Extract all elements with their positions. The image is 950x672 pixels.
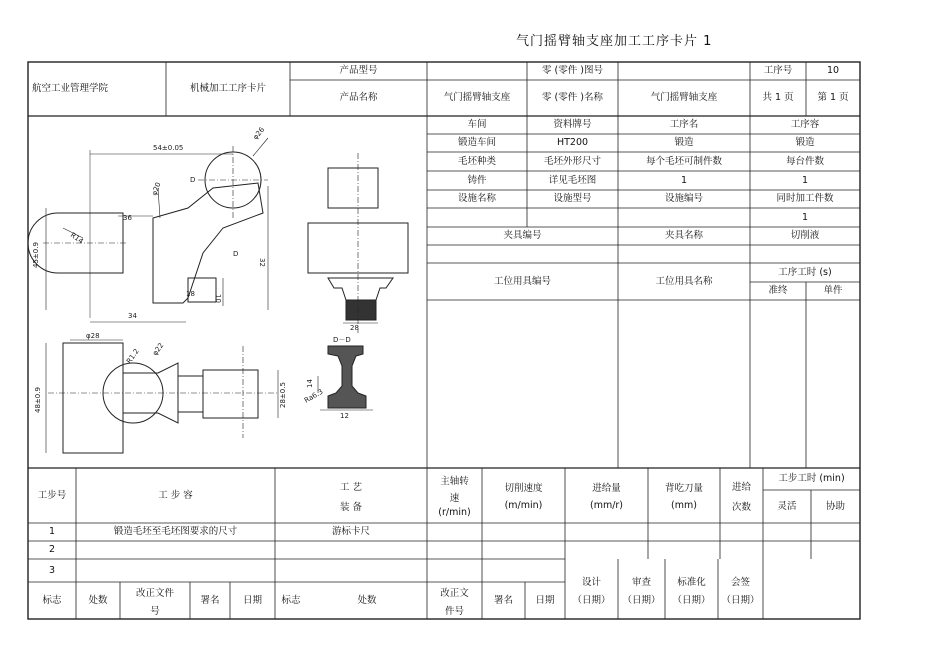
dim-28: 28±0.5 [279, 382, 287, 408]
prep-time-label: 准终 [768, 285, 788, 297]
dim-ra: Ra6.3 [303, 387, 325, 405]
simul-count: 1 [801, 211, 809, 223]
assist-time-header: 协助 [825, 500, 845, 512]
equip-no-label: 设施编号 [664, 193, 703, 205]
footer-std-line1: 标准化 [677, 577, 706, 588]
footer-sign-2: 署名 [493, 594, 513, 606]
footer-change-doc [120, 582, 190, 619]
op-no: 10 [826, 65, 840, 77]
depth-header [648, 468, 720, 523]
dim-54: 54±0.05 [153, 144, 184, 152]
spindle-line2: 速 [449, 493, 460, 504]
part-name: 气门摇臂轴支座 [650, 92, 718, 104]
workshop: 锻造车间 [457, 137, 496, 149]
school-name: 航空工业管理学院 [32, 83, 109, 95]
footer-change-doc-line2: 号 [150, 605, 160, 617]
fixture-name-label: 夹具名称 [664, 230, 703, 242]
part-name-label: 零 (零件 )名称 [542, 92, 603, 104]
footer-sign: 署名 [200, 594, 220, 606]
footer-sign-off-line1: 会签 [730, 577, 750, 588]
spindle-line1: 主轴转 [440, 476, 469, 487]
step-content-header: 工 步 容 [158, 489, 193, 501]
footer-std-line2: （日期） [672, 595, 711, 606]
dim-phi20: φ20 [150, 181, 163, 197]
dim-32: 32 [258, 258, 266, 267]
footer-count: 处数 [88, 594, 108, 606]
product-name-label: 产品名称 [339, 92, 378, 104]
dim-48: 48±0.9 [34, 387, 42, 413]
bottom-cylinder [203, 370, 258, 418]
station-tool-no-label: 工位用具编号 [493, 275, 551, 287]
step-1-no: 1 [48, 526, 56, 538]
step-3-no: 3 [48, 564, 56, 576]
footer-review-line2: （日期） [622, 595, 661, 606]
op-name-label: 工序名 [669, 119, 699, 131]
dim-r14: R14 [68, 231, 85, 246]
process-equip-line1: 工 艺 [339, 481, 363, 493]
page-number: 第 1 页 [817, 92, 849, 104]
coolant-label: 切削液 [790, 230, 820, 242]
feed-line2: (mm/r) [589, 500, 624, 511]
blank-type-label: 毛坯种类 [457, 155, 496, 167]
section-base [346, 300, 376, 320]
equip-name-label: 设施名称 [457, 193, 496, 205]
dim-45: 45±0.9 [32, 242, 40, 268]
step-1-equip: 游标卡尺 [331, 526, 370, 538]
bottom-link [178, 376, 203, 412]
part-drawing [28, 118, 427, 468]
step-time-header: 工步工时 (min) [778, 473, 845, 485]
footer-count-2: 处数 [357, 594, 377, 606]
simul-label: 同时加工件数 [776, 193, 834, 205]
cut-speed-line1: 切削速度 [504, 483, 543, 494]
depth-line1: 背吃刀量 [664, 483, 703, 494]
passes-header [720, 468, 763, 523]
boss-left-shape [28, 213, 123, 273]
dim-18: 18 [186, 290, 195, 298]
footer-sign-off-line2: （日期） [721, 595, 760, 606]
footer-review-line1: 审查 [631, 577, 651, 588]
step-1-content: 锻造毛坯至毛坯图要求的尺寸 [113, 526, 238, 538]
card-type: 机械加工工序卡片 [189, 83, 266, 95]
dd-section [328, 346, 366, 408]
passes-line1: 进给 [731, 481, 751, 493]
dim-phi26: φ26 [251, 125, 267, 142]
dim-36: 36 [123, 214, 132, 222]
arm-shape [153, 183, 263, 303]
dim-d2: D [233, 250, 239, 258]
dim-14: 14 [306, 379, 314, 388]
blank-type: 铸件 [467, 174, 487, 186]
material: HT200 [556, 137, 589, 149]
op-name: 锻造 [674, 137, 694, 149]
step-2-no: 2 [48, 544, 56, 556]
footer-date-2: 日期 [535, 594, 555, 606]
cut-speed-line2: (m/min) [504, 500, 543, 511]
dim-28b: 28 [350, 324, 359, 332]
section-top [328, 168, 378, 208]
dim-12: 12 [340, 412, 349, 420]
dim-dd: D－D [333, 336, 351, 344]
footer-change-doc-line1: 改正文件 [135, 587, 174, 599]
fixture-no-label: 夹具编号 [503, 230, 542, 242]
cut-speed-header [482, 468, 565, 523]
equip-model-label: 设施型号 [553, 193, 592, 205]
footer-design [565, 570, 618, 610]
footer-standardization [665, 570, 718, 610]
dim-phi28: φ28 [86, 332, 100, 340]
footer-date: 日期 [242, 594, 262, 606]
flex-time-header: 灵活 [777, 500, 797, 512]
document-title: 气门摇臂轴支座加工工序卡片 1 [516, 34, 713, 49]
material-label: 资料牌号 [553, 119, 592, 131]
blank-size-label: 毛坯外形尺寸 [543, 155, 601, 167]
footer-design-line2: （日期） [572, 595, 611, 606]
product-model-label: 产品型号 [339, 65, 378, 77]
spindle-line3: (r/min) [438, 507, 471, 518]
footer-design-line1: 设计 [581, 577, 601, 588]
process-equip-header [275, 468, 427, 523]
per-blank: 1 [680, 174, 688, 186]
footer-review [618, 570, 665, 610]
workshop-label: 车间 [467, 119, 487, 131]
footer-sign-off [718, 570, 763, 610]
dim-34: 34 [128, 312, 137, 320]
dim-10: 10 [214, 294, 222, 303]
part-no-label: 零 (零件 )图号 [542, 65, 603, 77]
dim-phi22: φ22 [151, 341, 166, 358]
per-unit: 1 [801, 174, 809, 186]
depth-line2: (mm) [671, 500, 697, 511]
section-foot [328, 278, 393, 300]
footer-change-doc2-line2: 件号 [444, 605, 464, 617]
station-tool-name-label: 工位用具名称 [655, 275, 713, 287]
op-time-label: 工序工时 (s) [778, 266, 832, 278]
footer-mark: 标志 [42, 594, 62, 606]
blank-size: 详见毛坯图 [548, 174, 597, 186]
per-unit-label: 每台件数 [785, 155, 824, 167]
footer-change-doc2-line1: 改正文 [440, 587, 469, 599]
dim-r12: R1.2 [125, 347, 141, 366]
product-name: 气门摇臂轴支座 [443, 92, 511, 104]
per-blank-label: 每个毛坯可制件数 [645, 155, 722, 167]
op-content-label: 工序容 [790, 119, 820, 131]
feed-header [565, 468, 648, 523]
op-content: 锻造 [795, 137, 815, 149]
dim-d1: D [190, 176, 196, 184]
step-no-header: 工步号 [37, 489, 67, 501]
op-no-label: 工序号 [763, 65, 793, 77]
spindle-header [427, 468, 482, 523]
passes-line2: 次数 [731, 501, 751, 513]
bottom-block [63, 343, 123, 453]
footer-mark-2: 标志 [281, 594, 301, 606]
unit-time-label: 单件 [823, 285, 843, 297]
process-equip-line2: 装 备 [339, 501, 363, 513]
total-pages: 共 1 页 [762, 92, 794, 104]
feed-line1: 进给量 [592, 483, 621, 494]
footer-change-doc-2 [427, 582, 482, 619]
